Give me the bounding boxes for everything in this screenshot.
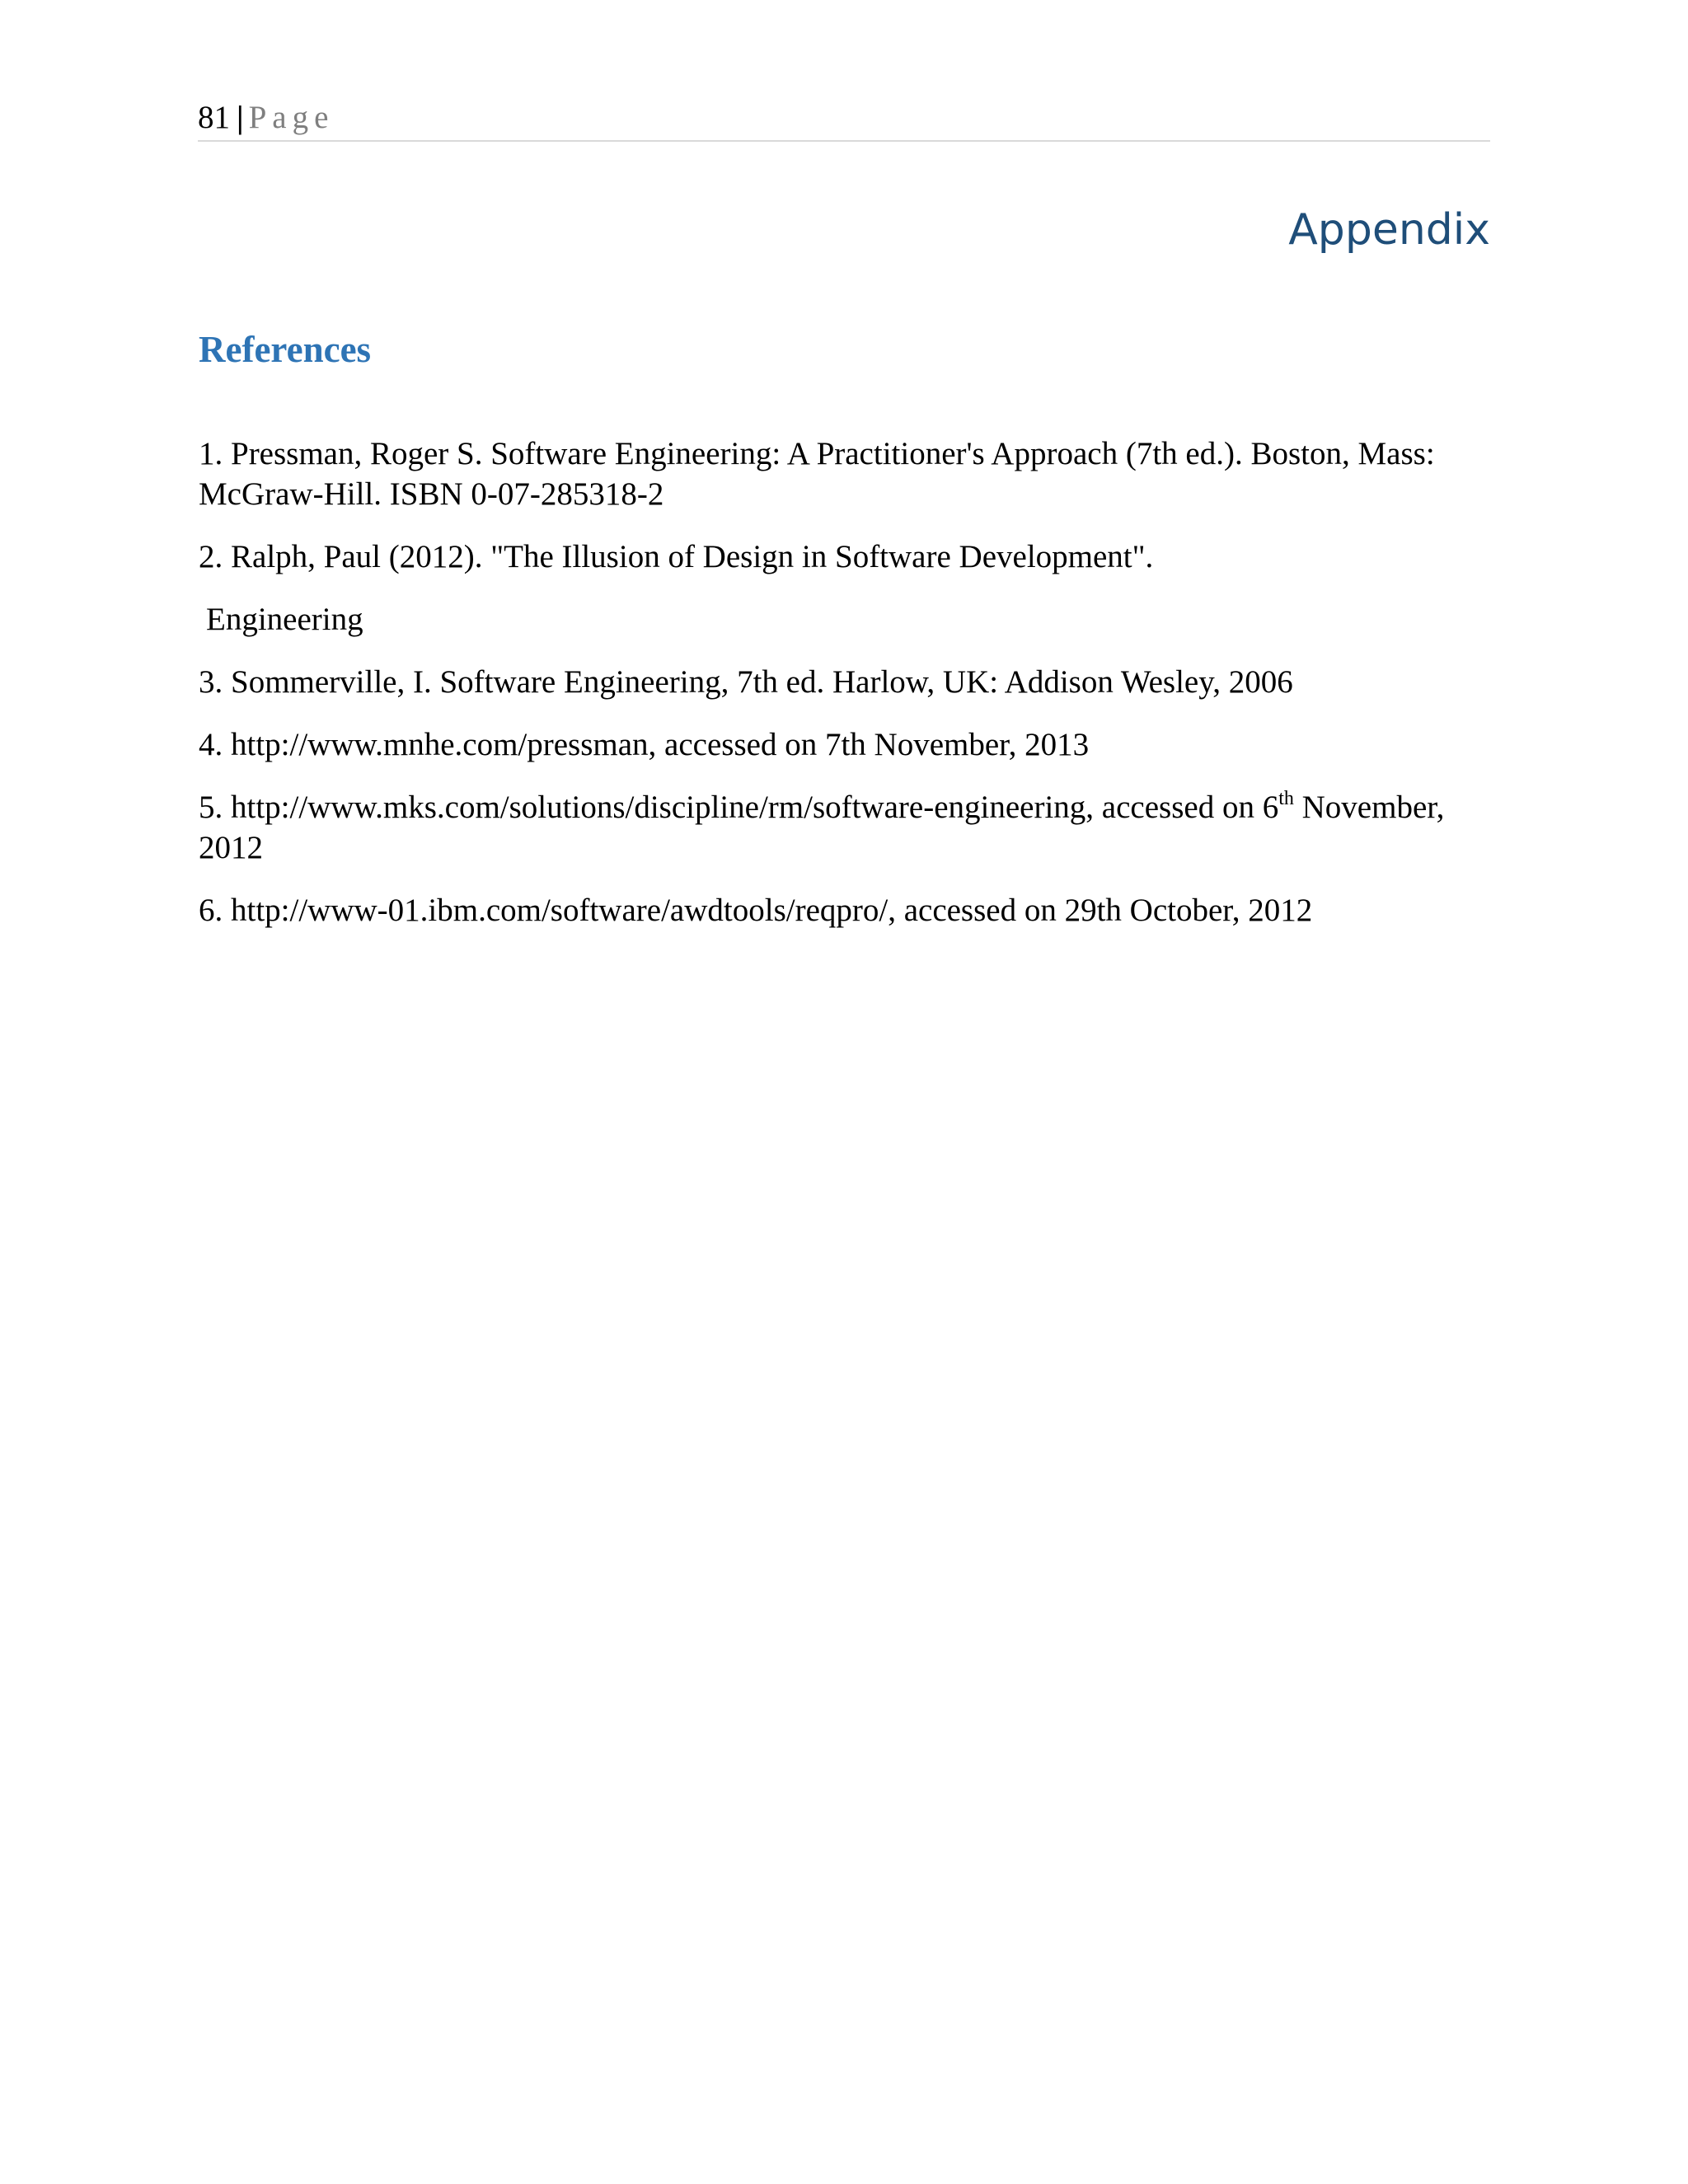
references-heading: References — [199, 329, 372, 370]
reference-item-5-text: 5. http://www.mks.com/solutions/discipline/rm/software-engineering, accessed on 6 — [199, 790, 1279, 825]
page-number: 81 — [198, 100, 230, 135]
reference-item-4: 4. http://www.mnhe.com/pressman, accessed on 7th November, 2013 — [199, 727, 1090, 762]
page-header-separator: | — [237, 100, 244, 135]
reference-item-3: 3. Sommerville, I. Software Engineering, 7th ed. Harlow, UK: Addison Wesley, 2006 — [199, 664, 1293, 700]
reference-item-5 — [199, 787, 1494, 868]
reference-item-6: 6. http://www-01.ibm.com/software/awdtools/reqpro/, accessed on 29th October, 2012 — [199, 893, 1313, 928]
reference-item-5-superscript: th — [1278, 788, 1294, 809]
reference-item-1: 1. Pressman, Roger S. Software Engineering: A Practitioner's Approach (7th ed.). Boston, Mass: McGraw-Hill. ISBN 0-07-285318-2 — [199, 436, 1435, 512]
reference-item-2-continuation: Engineering — [206, 602, 363, 637]
appendix-title: Appendix — [1288, 205, 1490, 255]
reference-item-2: 2. Ralph, Paul (2012). "The Illusion of Design in Software Development". — [199, 539, 1154, 574]
page-header — [198, 97, 1490, 142]
page-label: Page — [248, 100, 335, 135]
references-list — [199, 434, 1494, 953]
reference-item-5-text-end: November, 2012 — [199, 790, 1445, 865]
